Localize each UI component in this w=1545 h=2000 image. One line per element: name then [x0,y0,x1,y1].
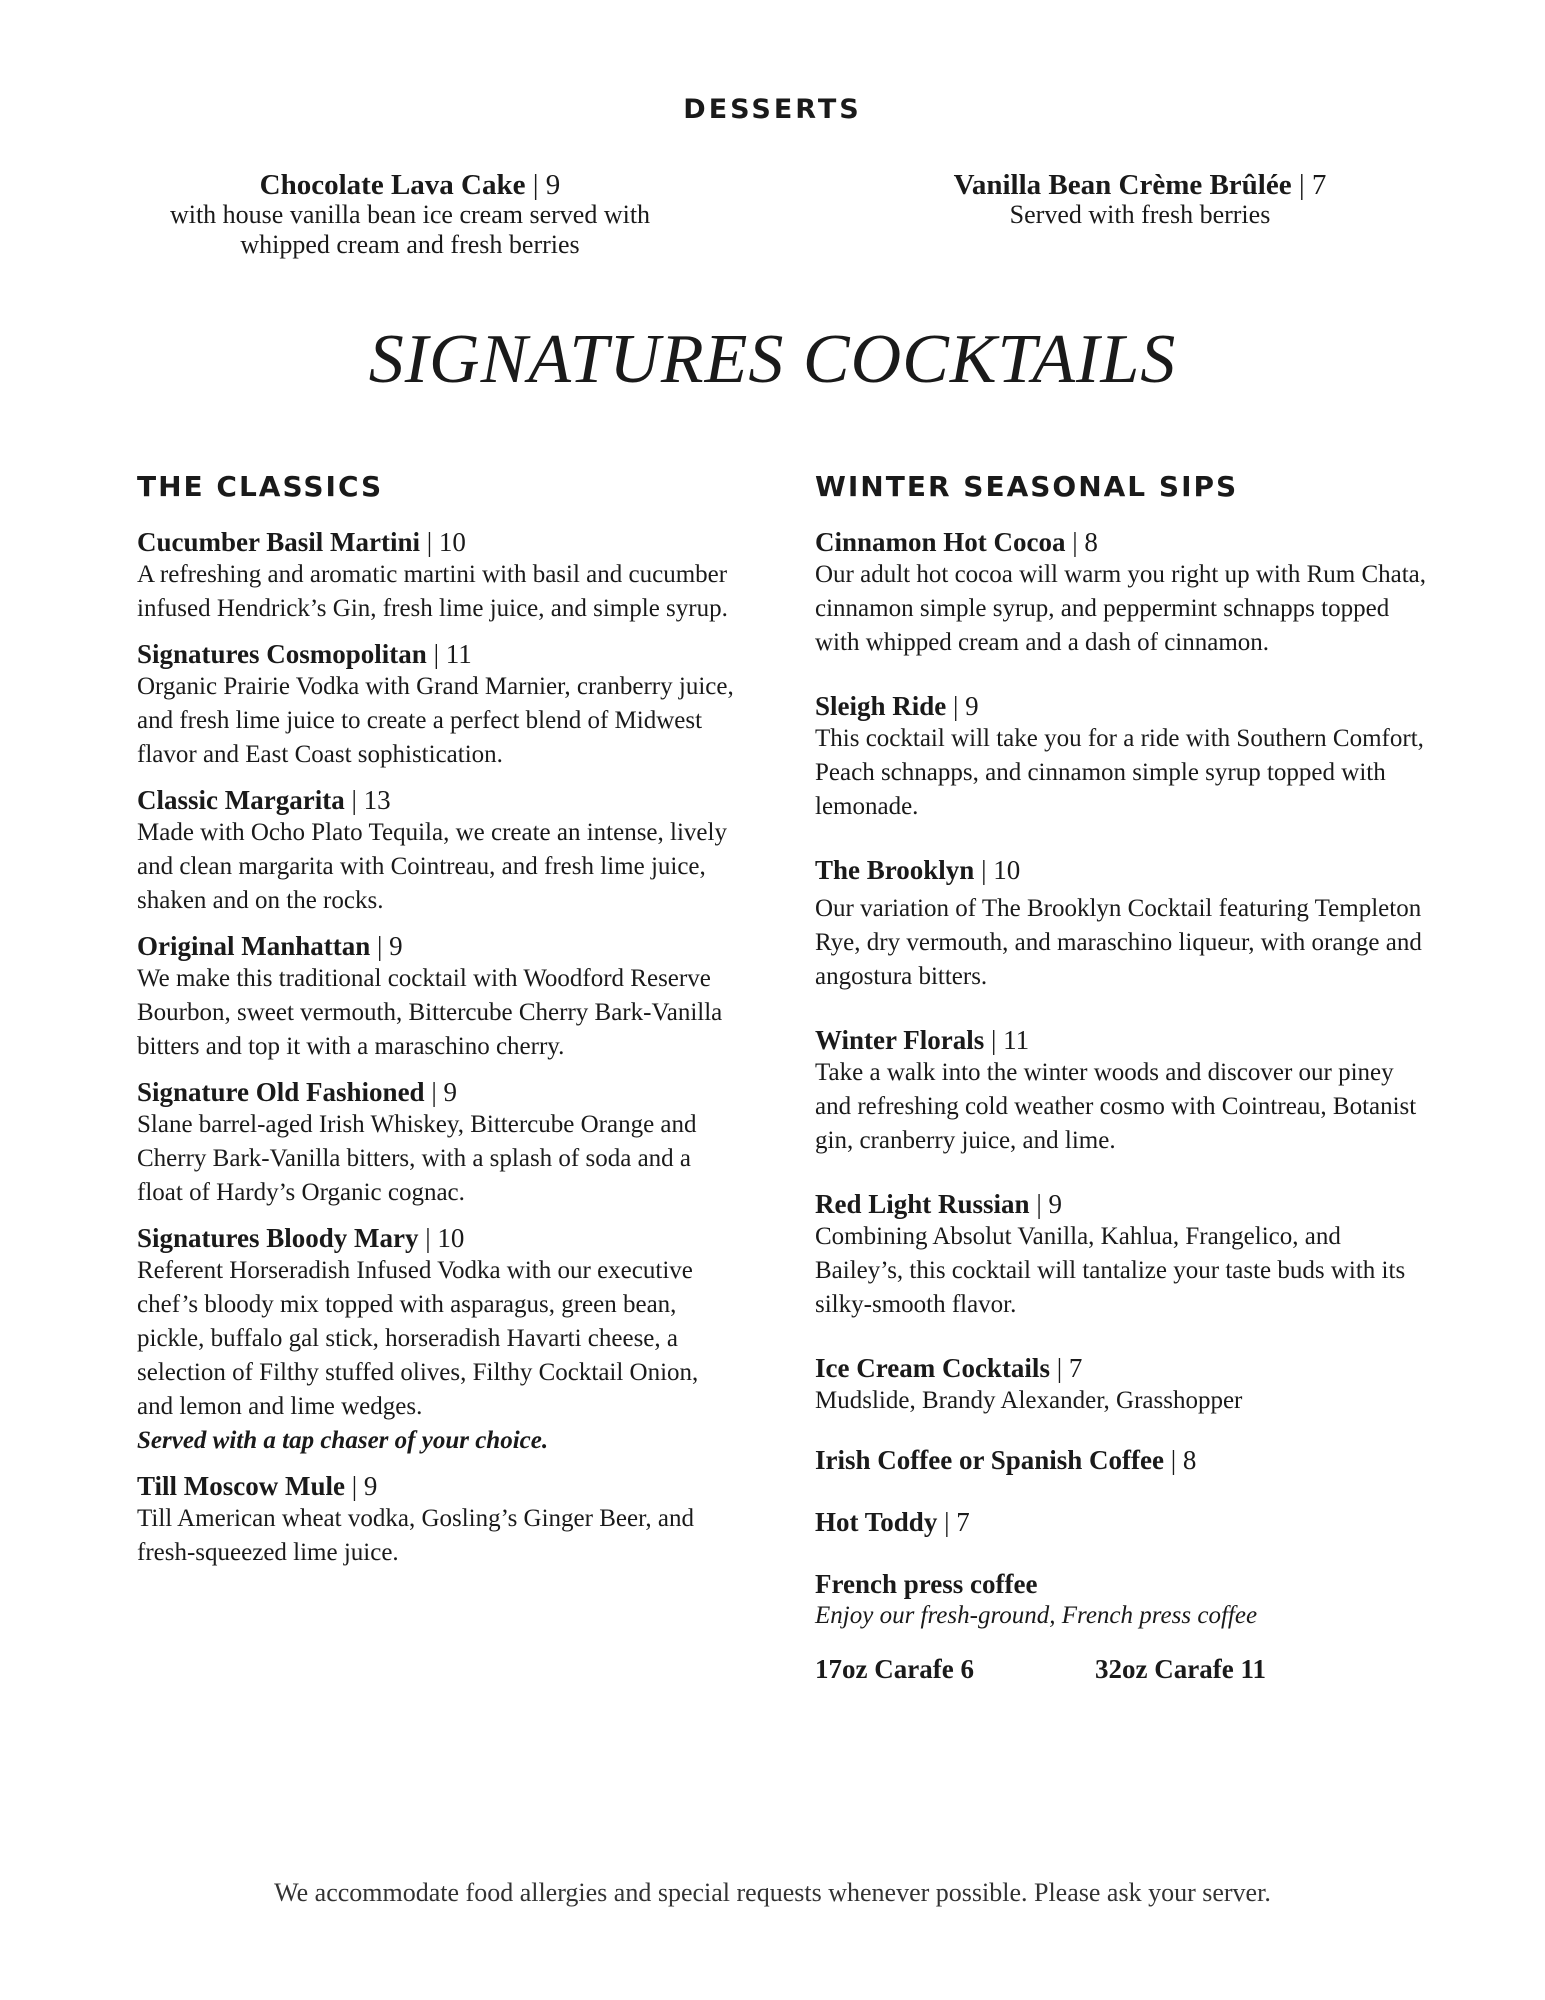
item-price: | 7 [944,1507,970,1537]
item-name: Hot Toddy | 7 [815,1507,970,1537]
menu-item [815,854,1435,994]
menu-item [815,1506,1435,1538]
item-description: This cocktail will take you for a ride with Southern Comfort, Peach schnapps, and cinnamon simple syrup topped with lemonade. [815,725,1424,820]
dessert-item [130,170,690,260]
item-description: Our adult hot cocoa will warm you right up with Rum Chata, cinnamon simple syrup, and peppermint schnapps topped with whipped cream and a dash of cinnamon. [815,561,1427,656]
menu-item [137,930,737,1064]
item-name: Winter Florals | 11 [815,1025,1030,1055]
section-heading: THE CLASSICS [137,470,384,503]
item-name: Classic Margarita | 13 [137,785,391,815]
page-title: SIGNATURES COCKTAILS [368,321,1177,398]
item-description: Till American wheat vodka, Gosling’s Ginger Beer, and fresh-squeezed lime juice. [137,1505,695,1566]
menu-item [137,784,737,918]
menu-item [137,1470,737,1570]
seasonal-section [815,468,1435,1685]
item-price: | 7 [1056,1353,1083,1383]
menu-item [137,526,737,626]
item-name: Red Light Russian | 9 [815,1189,1062,1219]
dessert-name: Chocolate Lava Cake | 9 [259,169,561,201]
menu-item [815,1568,1435,1632]
item-name: Cucumber Basil Martini | 10 [137,527,466,557]
item-name: Sleigh Ride | 9 [815,691,979,721]
menu-item [815,526,1435,660]
item-price: | 11 [433,639,472,669]
carafe-options [815,1654,1435,1685]
item-description: Slane barrel-aged Irish Whiskey, Bittercube Orange and Cherry Bark-Vanilla bitters, with a splash of soda and a float of Hardy’s Organic cognac. [137,1111,697,1206]
item-price: | 9 [1036,1189,1062,1219]
item-price: | 9 [351,1471,378,1501]
item-price: | 13 [351,785,391,815]
item-price: | 8 [1170,1445,1197,1475]
section-heading: WINTER SEASONAL SIPS [815,470,1239,503]
item-price: | 9 [953,691,979,721]
item-name: Signatures Bloody Mary | 10 [137,1223,465,1253]
classics-section [137,468,737,1582]
menu-item [815,690,1435,824]
item-description: Referent Horseradish Infused Vodka with our executive chef’s bloody mix topped with asparagus, green bean, pickle, buffalo gal stick, horseradish Havarti cheese, a selection of Filthy stuffed olives, Filthy Cocktail Onion, and lemon and lime wedges. [137,1257,699,1420]
item-tagline: Enjoy our fresh-ground, French press coffee [815,1602,1258,1629]
item-name: Cinnamon Hot Cocoa | 8 [815,527,1098,557]
item-price: | 9 [431,1077,457,1107]
item-description: We make this traditional cocktail with Woodford Reserve Bourbon, sweet vermouth, Bittercube Cherry Bark-Vanilla bitters and top it with a maraschino cherry. [137,965,723,1060]
footer-note: We accommodate food allergies and special requests whenever possible. Please ask your server. [274,1878,1271,1907]
item-price: | 10 [981,855,1021,885]
dessert-name: Vanilla Bean Crème Brûlée | 7 [953,169,1327,201]
item-price: | 10 [425,1223,465,1253]
item-name: French press coffee [815,1569,1038,1599]
dessert-description: with house vanilla bean ice cream served with whipped cream and fresh berries [169,200,651,259]
dessert-price: | 9 [532,169,561,201]
item-name: Irish Coffee or Spanish Coffee | 8 [815,1445,1197,1475]
item-description: Organic Prairie Vodka with Grand Marnier, cranberry juice, and fresh lime juice to create a perfect blend of Midwest flavor and East Coast sophistication. [137,673,734,768]
item-description: Combining Absolut Vanilla, Kahlua, Frangelico, and Bailey’s, this cocktail will tantalize your taste buds with its silky-smooth flavor. [815,1223,1406,1318]
menu-item [815,1188,1435,1322]
menu-item [815,1352,1435,1418]
item-name: Original Manhattan | 9 [137,931,403,961]
item-price: | 10 [426,527,466,557]
menu-item [815,1024,1435,1158]
menu-item [137,1222,737,1458]
carafe-option: 32oz Carafe 11 [1095,1654,1266,1684]
item-name: Signature Old Fashioned | 9 [137,1077,457,1107]
item-name: The Brooklyn | 10 [815,855,1021,885]
menu-item [815,1444,1435,1476]
item-description: Mudslide, Brandy Alexander, Grasshopper [815,1387,1243,1414]
carafe-option: 17oz Carafe 6 [815,1654,974,1684]
item-note: Served with a tap chaser of your choice. [137,1427,549,1454]
desserts-heading: DESSERTS [683,94,862,125]
item-price: | 11 [991,1025,1030,1055]
item-name: Signatures Cosmopolitan | 11 [137,639,472,669]
dessert-description: Served with fresh berries [1009,200,1271,229]
menu-item [137,1076,737,1210]
item-price: | 9 [377,931,403,961]
item-description: Our variation of The Brooklyn Cocktail featuring Templeton Rye, dry vermouth, and maraschino liqueur, with orange and angostura bitters. [815,895,1422,990]
menu-item [137,638,737,772]
item-description: Take a walk into the winter woods and discover our piney and refreshing cold weather cosmo with Cointreau, Botanist gin, cranberry juice, and lime. [815,1059,1417,1154]
item-description: Made with Ocho Plato Tequila, we create an intense, lively and clean margarita with Cointreau, and fresh lime juice, shaken and on the rocks. [137,819,727,914]
item-name: Till Moscow Mule | 9 [137,1471,378,1501]
dessert-item [900,170,1380,230]
item-name: Ice Cream Cocktails | 7 [815,1353,1083,1383]
dessert-price: | 7 [1298,169,1327,201]
item-description: A refreshing and aromatic martini with basil and cucumber infused Hendrick’s Gin, fresh lime juice, and simple syrup. [137,561,728,622]
item-price: | 8 [1072,527,1098,557]
